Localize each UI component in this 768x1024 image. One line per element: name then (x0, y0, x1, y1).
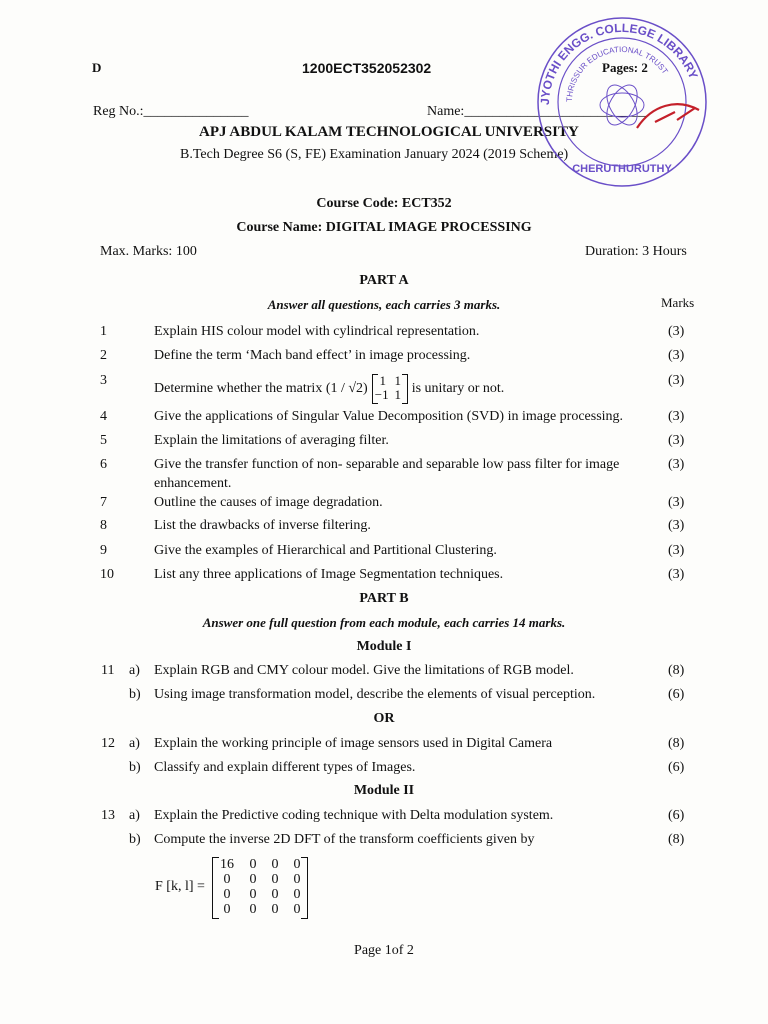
part-b-title: PART B (359, 591, 409, 606)
question-marks: (3) (668, 457, 685, 472)
matrix-cell: 1 (394, 386, 401, 402)
question-marks: (3) (668, 433, 685, 448)
matrix-cell: 0 (249, 857, 257, 872)
question-marks: (8) (668, 832, 685, 847)
question-number: 13 (101, 808, 115, 823)
matrix-cell: 0 (249, 887, 257, 902)
question-text: Explain RGB and CMY colour model. Give the limitations of RGB model. (154, 663, 574, 678)
question-number: 5 (100, 433, 107, 448)
question-number: 4 (100, 409, 107, 424)
library-stamp (527, 10, 717, 190)
question-text: Compute the inverse 2D DFT of the transform coefficients given by (154, 832, 535, 847)
subpart-label: a) (129, 736, 140, 751)
name-label: Name:__________________________ (427, 104, 647, 119)
question-number: 11 (101, 663, 115, 678)
stamp-bottom-text: CHERUTHURUTHY (572, 163, 672, 175)
subpart-label: b) (129, 760, 141, 775)
question-marks: (3) (668, 348, 685, 363)
matrix-cell: 1 (394, 372, 401, 388)
question-marks: (6) (668, 808, 685, 823)
matrix-cell: 0 (223, 872, 231, 887)
exam-title: B.Tech Degree S6 (S, FE) Examination January 2024 (2019 Scheme) (180, 147, 569, 162)
question-number: 1 (100, 324, 107, 339)
question-marks: (3) (668, 324, 685, 339)
question-text: Using image transformation model, describe the elements of visual perception. (154, 687, 596, 702)
question-number: 8 (100, 518, 107, 533)
question-number: 3 (100, 373, 107, 388)
university-name: APJ ABDUL KALAM TECHNOLOGICAL UNIVERSITY (199, 124, 579, 140)
matrix-cell: 0 (271, 902, 279, 917)
matrix-cell: 0 (223, 902, 231, 917)
part-a-instruction: Answer all questions, each carries 3 marks. (267, 297, 501, 312)
question-marks: (6) (668, 687, 685, 702)
module-2-heading: Module II (353, 783, 415, 798)
max-marks: Max. Marks: 100 (100, 244, 197, 259)
question-text: List any three applications of Image Segmentation techniques. (154, 567, 504, 582)
module-1-heading: Module I (356, 639, 412, 654)
question-marks: (3) (668, 518, 685, 533)
question-number: 6 (100, 457, 107, 472)
page-number: Page 1of 2 (354, 943, 414, 958)
part-a-title: PART A (359, 273, 409, 288)
question-text: Define the term ‘Mach band effect’ in image processing. (154, 348, 471, 363)
question-number: 7 (100, 495, 107, 510)
question-text-pre: Determine whether the matrix (1 / √2) (154, 381, 368, 396)
matrix-cell: 0 (249, 902, 257, 917)
question-text: List the drawbacks of inverse filtering. (154, 518, 371, 533)
course-name: Course Name: DIGITAL IMAGE PROCESSING (236, 220, 532, 235)
matrix-cell: 0 (223, 887, 231, 902)
duration: Duration: 3 Hours (585, 244, 687, 259)
question-text: Explain the limitations of averaging filter. (154, 433, 389, 448)
question-text: Explain the Predictive coding technique with Delta modulation system. (154, 808, 554, 823)
unitary-matrix (372, 374, 408, 404)
question-text-matrix (154, 372, 504, 406)
question-number: 9 (100, 543, 107, 558)
series-letter: D (92, 60, 102, 75)
matrix-label: F [k, l] = (155, 879, 205, 894)
question-text: Outline the causes of image degradation. (154, 495, 383, 510)
subpart-label: a) (129, 808, 140, 823)
question-text: Explain HIS colour model with cylindrical representation. (154, 324, 480, 339)
question-marks: (6) (668, 760, 685, 775)
matrix-cell: 0 (293, 887, 301, 902)
matrix-cell: 0 (271, 857, 279, 872)
matrix-cell: 0 (293, 857, 301, 872)
paper-code: 1200ECT352052302 (302, 60, 432, 76)
matrix-cell: 0 (271, 872, 279, 887)
question-marks: (3) (668, 543, 685, 558)
subpart-label: b) (129, 832, 141, 847)
marks-header: Marks (661, 295, 695, 310)
matrix-cell: 0 (271, 887, 279, 902)
question-marks: (3) (668, 373, 685, 388)
matrix-cell: 1 (379, 372, 386, 388)
reg-no-label: Reg No.:_______________ (93, 104, 249, 119)
or-divider: OR (373, 711, 395, 726)
question-marks: (8) (668, 736, 685, 751)
subpart-label: b) (129, 687, 141, 702)
pages-count: Pages: 2 (602, 60, 648, 75)
question-text: Give the examples of Hierarchical and Partitional Clustering. (154, 543, 497, 558)
question-text: Classify and explain different types of Images. (154, 760, 416, 775)
question-marks: (3) (668, 495, 685, 510)
question-text: Give the transfer function of non- separable and separable low pass filter for image (154, 457, 620, 472)
question-text: Explain the working principle of image sensors used in Digital Camera (154, 736, 553, 751)
signature-mark (637, 104, 699, 128)
matrix-cell: −1 (374, 386, 389, 402)
question-text: Give the applications of Singular Value Decomposition (SVD) in image processing. (154, 409, 624, 424)
part-b-instruction: Answer one full question from each module, each carries 14 marks. (202, 615, 566, 630)
question-text-continued: enhancement. (154, 476, 232, 491)
question-number: 2 (100, 348, 107, 363)
question-text-post: is unitary or not. (411, 381, 505, 396)
matrix-cell: 0 (249, 872, 257, 887)
matrix-cell: 0 (293, 872, 301, 887)
stamp-inner-text: THRISSUR EDUCATIONAL TRUST (564, 44, 670, 103)
matrix-cell: 16 (220, 857, 234, 872)
subpart-label: a) (129, 663, 140, 678)
question-marks: (8) (668, 663, 685, 678)
question-number: 10 (100, 567, 114, 582)
question-marks: (3) (668, 567, 685, 582)
stamp-ring-text: JYOTHI ENGG. COLLEGE LIBRARY (537, 20, 701, 106)
course-code: Course Code: ECT352 (316, 196, 452, 211)
question-marks: (3) (668, 409, 685, 424)
matrix-cell: 0 (293, 902, 301, 917)
question-number: 12 (101, 736, 115, 751)
